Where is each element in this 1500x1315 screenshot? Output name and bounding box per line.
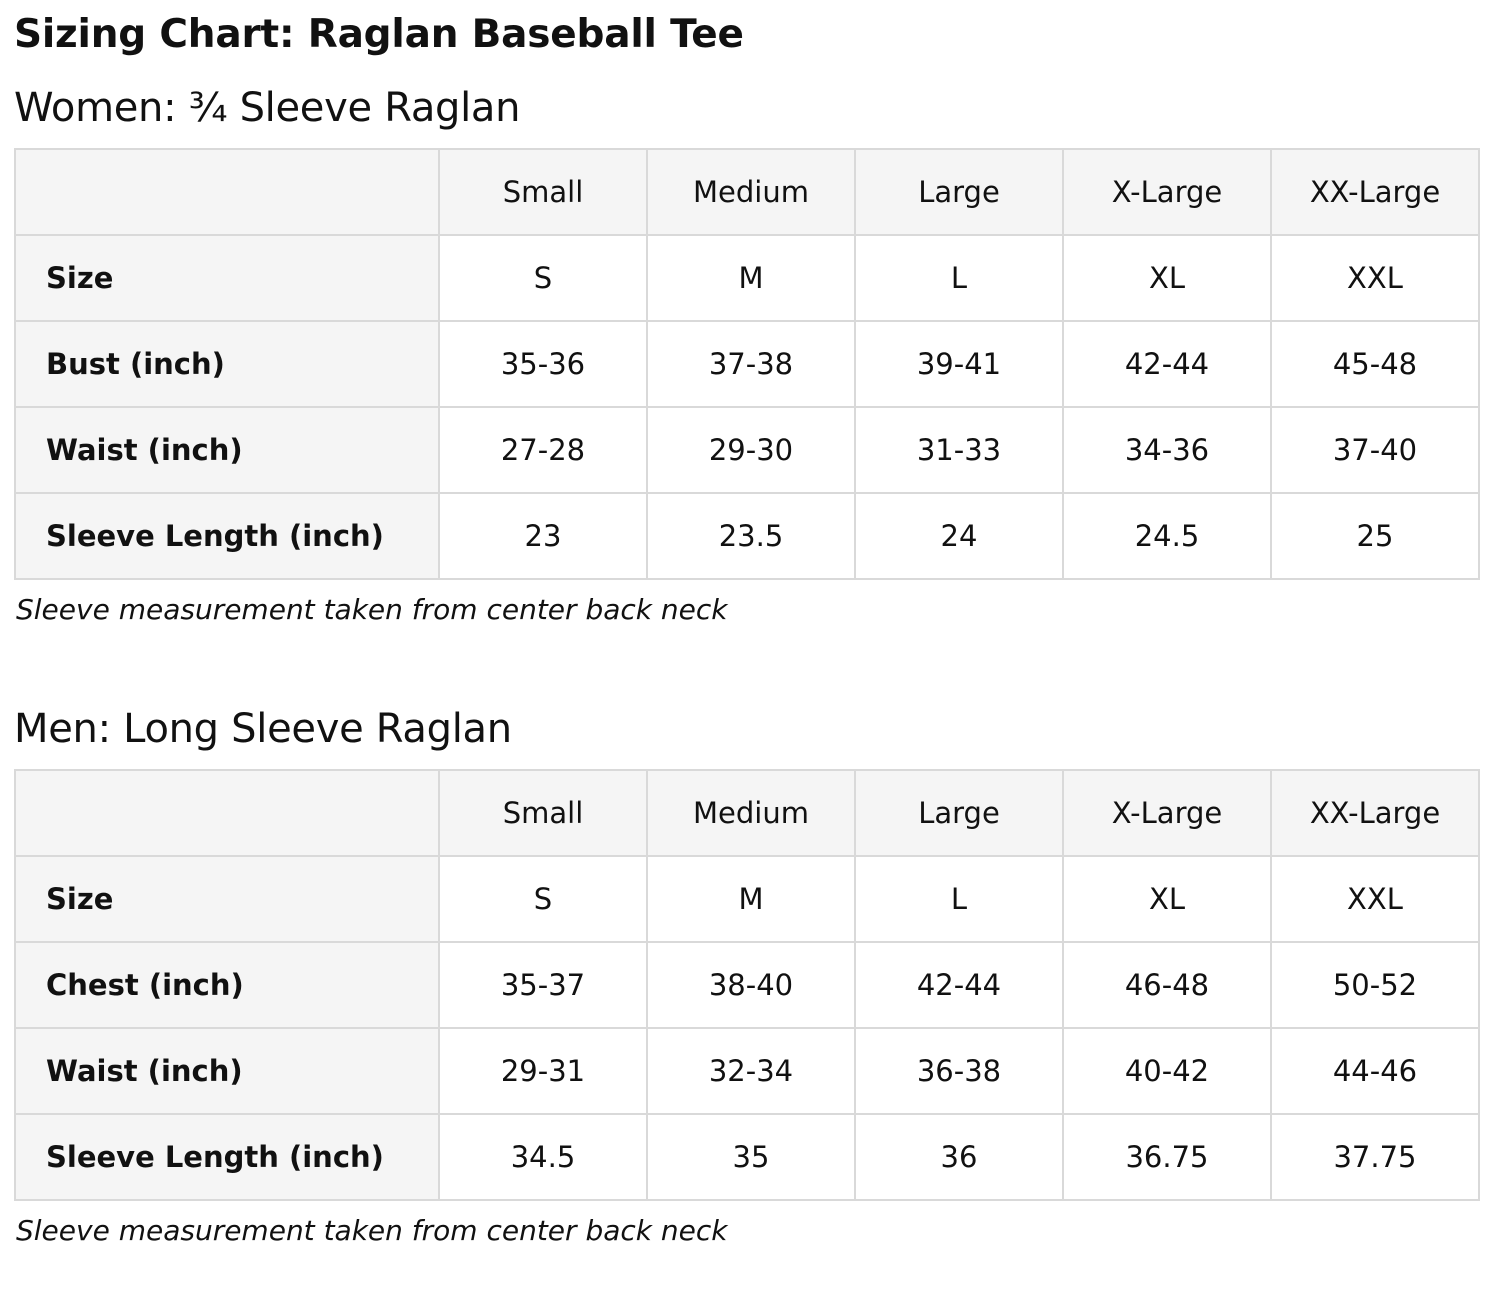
- women-table-footnote: Sleeve measurement taken from center back neck: [16, 593, 728, 627]
- men-chest-xxlarge: 50-52: [1271, 942, 1479, 1028]
- table-row: [15, 235, 1479, 321]
- section-women: [14, 84, 1486, 627]
- men-waist-large: 36-38: [855, 1028, 1063, 1114]
- women-row-label-size: Size: [15, 235, 439, 321]
- table-row: [15, 942, 1479, 1028]
- women-header-xlarge: X-Large: [1063, 149, 1271, 235]
- women-size-medium: M: [647, 235, 855, 321]
- women-waist-large: 31-33: [855, 407, 1063, 493]
- women-sleeve-large: 24: [855, 493, 1063, 579]
- table-header-row: [15, 770, 1479, 856]
- women-size-xxlarge: XXL: [1271, 235, 1479, 321]
- women-header-medium: Medium: [647, 149, 855, 235]
- men-header-medium: Medium: [647, 770, 855, 856]
- women-header-small: Small: [439, 149, 647, 235]
- women-sleeve-small: 23: [439, 493, 647, 579]
- men-size-small: S: [439, 856, 647, 942]
- women-bust-xxlarge: 45-48: [1271, 321, 1479, 407]
- women-table-body: [15, 235, 1479, 579]
- women-size-table: [14, 148, 1480, 580]
- women-bust-large: 39-41: [855, 321, 1063, 407]
- men-table-body: [15, 856, 1479, 1200]
- men-size-table: [14, 769, 1480, 1201]
- men-waist-xlarge: 40-42: [1063, 1028, 1271, 1114]
- women-waist-xxlarge: 37-40: [1271, 407, 1479, 493]
- women-row-label-bust: Bust (inch): [15, 321, 439, 407]
- women-waist-medium: 29-30: [647, 407, 855, 493]
- table-row: [15, 493, 1479, 579]
- men-header-small: Small: [439, 770, 647, 856]
- men-row-label-waist: Waist (inch): [15, 1028, 439, 1114]
- men-size-xxlarge: XXL: [1271, 856, 1479, 942]
- men-chest-large: 42-44: [855, 942, 1063, 1028]
- women-waist-xlarge: 34-36: [1063, 407, 1271, 493]
- men-header-xxlarge: XX-Large: [1271, 770, 1479, 856]
- women-bust-medium: 37-38: [647, 321, 855, 407]
- women-sleeve-xxlarge: 25: [1271, 493, 1479, 579]
- women-waist-small: 27-28: [439, 407, 647, 493]
- women-header-large: Large: [855, 149, 1063, 235]
- men-chest-xlarge: 46-48: [1063, 942, 1271, 1028]
- men-header-large: Large: [855, 770, 1063, 856]
- men-sleeve-xxlarge: 37.75: [1271, 1114, 1479, 1200]
- page-title: Sizing Chart: Raglan Baseball Tee: [14, 12, 744, 57]
- women-size-xlarge: XL: [1063, 235, 1271, 321]
- men-size-medium: M: [647, 856, 855, 942]
- table-row: [15, 1114, 1479, 1200]
- men-size-large: L: [855, 856, 1063, 942]
- men-size-xlarge: XL: [1063, 856, 1271, 942]
- women-sleeve-medium: 23.5: [647, 493, 855, 579]
- men-waist-medium: 32-34: [647, 1028, 855, 1114]
- men-waist-xxlarge: 44-46: [1271, 1028, 1479, 1114]
- table-row: [15, 856, 1479, 942]
- women-row-label-sleeve-length: Sleeve Length (inch): [15, 493, 439, 579]
- men-sleeve-xlarge: 36.75: [1063, 1114, 1271, 1200]
- section-heading-women: Women: ¾ Sleeve Raglan: [14, 85, 521, 132]
- men-sleeve-medium: 35: [647, 1114, 855, 1200]
- section-heading-men: Men: Long Sleeve Raglan: [14, 706, 512, 753]
- women-row-label-waist: Waist (inch): [15, 407, 439, 493]
- table-row: [15, 321, 1479, 407]
- men-row-label-size: Size: [15, 856, 439, 942]
- women-size-large: L: [855, 235, 1063, 321]
- table-row: [15, 1028, 1479, 1114]
- women-bust-xlarge: 42-44: [1063, 321, 1271, 407]
- men-table-header: [15, 770, 1479, 856]
- men-sleeve-small: 34.5: [439, 1114, 647, 1200]
- women-header-xxlarge: XX-Large: [1271, 149, 1479, 235]
- men-sleeve-large: 36: [855, 1114, 1063, 1200]
- women-table-header: [15, 149, 1479, 235]
- women-header-corner: [15, 149, 439, 235]
- women-sleeve-xlarge: 24.5: [1063, 493, 1271, 579]
- men-row-label-sleeve-length: Sleeve Length (inch): [15, 1114, 439, 1200]
- women-bust-small: 35-36: [439, 321, 647, 407]
- men-table-footnote: Sleeve measurement taken from center back neck: [16, 1214, 728, 1248]
- men-chest-small: 35-37: [439, 942, 647, 1028]
- men-row-label-chest: Chest (inch): [15, 942, 439, 1028]
- section-men: [14, 705, 1486, 1248]
- men-chest-medium: 38-40: [647, 942, 855, 1028]
- men-waist-small: 29-31: [439, 1028, 647, 1114]
- table-row: [15, 407, 1479, 493]
- table-header-row: [15, 149, 1479, 235]
- women-size-small: S: [439, 235, 647, 321]
- men-header-corner: [15, 770, 439, 856]
- men-header-xlarge: X-Large: [1063, 770, 1271, 856]
